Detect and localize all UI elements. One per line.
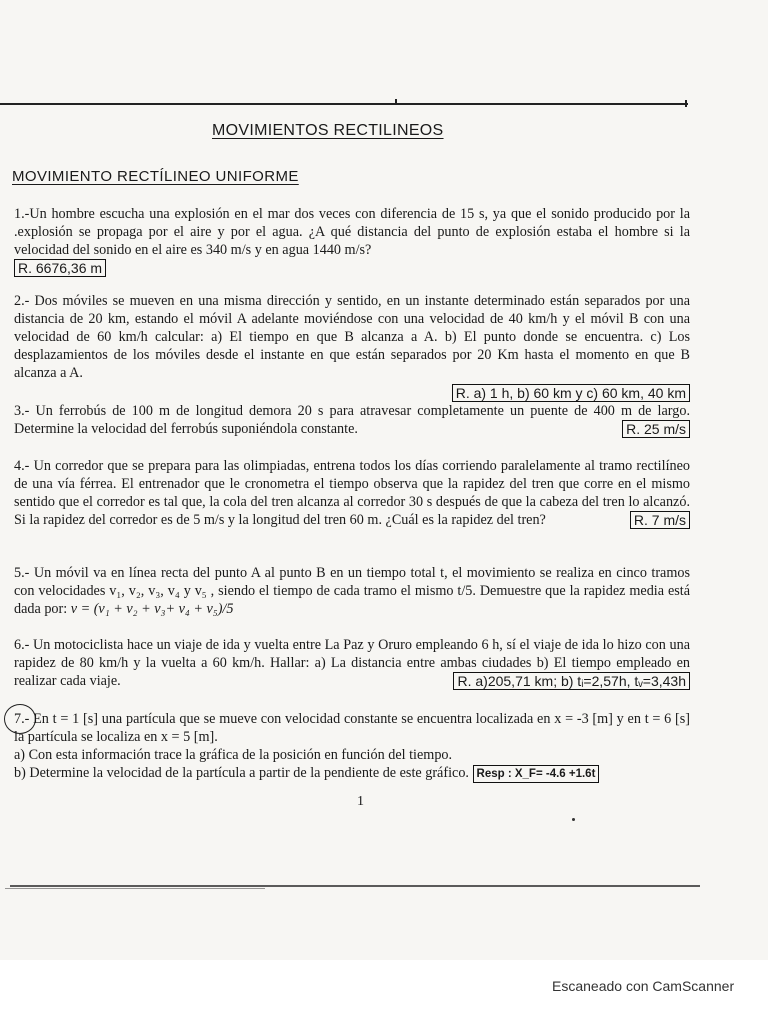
answer-box: Resp : X_F= -4.6 +1.6t [473,765,600,783]
answer-box: R. 6676,36 m [14,259,106,277]
answer-box: R. a) 1 h, b) 60 km y c) 60 km, 40 km [452,384,690,402]
answer-box: R. 7 m/s [630,511,690,529]
bottom-rule [5,888,265,889]
mean-speed-formula: v = (v₁ + v₂ + v₃+ v₄ + v₅)/5 [70,601,234,617]
problem-text: 5.- Un móvil va en línea recta del punto A al punto B en un tiempo total t, el movimiento se realiza en cinco tramos con velocidades v₁, v₂, v₃, v₄ y v₅ , siendo el tiempo de cada tramo el mismo t/5. Demuestre que la rapidez media está dada por: [14,565,690,617]
problem-1 [14,205,690,278]
bottom-rule [10,885,700,887]
problem-text: 7.- En t = 1 [s] una partícula que se mueve con velocidad constante se encuentra localizada en x = -3 [m] y en t = 6 [s] la partícula se localiza en x = 5 [m]. [14,711,690,745]
page-title: MOVIMIENTOS RECTILINEOS [212,122,444,139]
problem-part-b: b) Determine la velocidad de la partícula a partir de la pendiente de este gráfico. [14,765,469,781]
problem-4 [14,457,690,529]
problem-text: 2.- Dos móviles se mueven en una misma dirección y sentido, en un instante determinado están separados por una distancia de 20 km, estando el móvil A adelante moviéndose con una velocidad de 40 km/h y el móvil B con una velocidad de 60 km/h calcular: a) El tiempo en que B alcanza a A. b) El punto donde se encuentra. c) Los desplazamientos de los móviles desde el instante en que están separados por 20 Km hasta el momento en que B alcanza a A. [14,293,690,381]
problem-text: 1.-Un hombre escucha una explosión en el mar dos veces con diferencia de 15 s, ya que el sonido producido por la .explosión se propaga por el aire y por el agua. ¿A qué distancia del punto de explosión estaba el hombre si la velocidad del sonido en el aire es 340 m/s y en agua 1440 m/s? [14,206,690,258]
problem-text: 3.- Un ferrobús de 100 m de longitud demora 20 s para atravesar completamente un puente de 400 m de largo. Determine la velocidad del ferrobús suponiéndola constante. [14,403,690,437]
section-title: MOVIMIENTO RECTÍLINEO UNIFORME [12,168,299,185]
problem-7 [14,710,690,783]
page-number: 1 [357,794,364,809]
rule-tick [685,100,687,107]
rule-tick [395,99,397,104]
answer-box: R. 25 m/s [622,420,690,438]
problem-3 [14,402,690,438]
problem-5 [14,564,690,618]
problem-text: 4.- Un corredor que se prepara para las olimpiadas, entrena todos los días corriendo paralelamente al tramo rectilíneo de una vía férrea. El entrenador que le cronometra el tiempo observa que la rapidez del tren que corre en el mismo sentido que el corredor es tal que, la cola del tren alcanza al corredor 30 s después de que la cabeza del tren lo alcanzó. Si la rapidez del corredor es de 5 m/s y la longitud del tren 60 m. ¿Cuál es la rapidez del tren? [14,458,690,528]
top-rule [0,103,688,105]
problem-6 [14,636,690,690]
scanner-watermark: Escaneado con CamScanner [552,978,735,994]
answer-box: R. a)205,71 km; b) tᵢ=2,57h, tᵥ=3,43h [453,672,690,690]
scan-speck [572,818,575,821]
problem-part-a: a) Con esta información trace la gráfica de la posición en función del tiempo. [14,747,453,763]
problem-text: 6.- Un motociclista hace un viaje de ida y vuelta entre La Paz y Oruro empleando 6 h, sí el viaje de ida lo hizo con una rapidez de 80 km/h y la vuelta a 60 km/h. Hallar: a) La distancia entre ambas ciudades b) El tiempo empleado en realizar cada viaje. [14,637,690,689]
problem-2 [14,292,690,403]
